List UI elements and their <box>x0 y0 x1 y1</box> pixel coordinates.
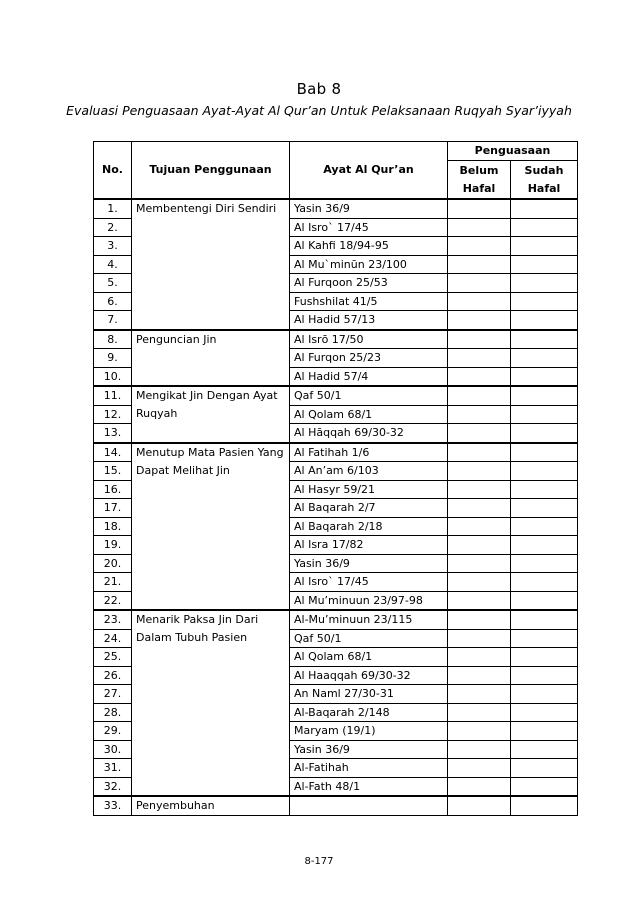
tujuan-cell <box>132 443 290 611</box>
belum-hafal-cell[interactable] <box>448 199 511 218</box>
ayat-cell: Al-Fatihah <box>290 759 448 778</box>
sudah-hafal-cell[interactable] <box>511 480 578 499</box>
row-number: 16. <box>94 480 132 499</box>
belum-hafal-cell[interactable] <box>448 480 511 499</box>
sudah-hafal-cell[interactable] <box>511 499 578 518</box>
sudah-hafal-cell[interactable] <box>511 218 578 237</box>
belum-hafal-cell[interactable] <box>448 591 511 610</box>
row-number: 7. <box>94 311 132 330</box>
ayat-cell: Al Baqarah 2/18 <box>290 517 448 536</box>
ayat-cell: Al Fatihah 1/6 <box>290 443 448 462</box>
sudah-hafal-cell[interactable] <box>511 666 578 685</box>
row-number: 17. <box>94 499 132 518</box>
tujuan-text: Ruqyah <box>136 407 178 421</box>
ayat-cell: Al Furqon 25/23 <box>290 349 448 368</box>
row-number: 8. <box>94 330 132 349</box>
header-penguasaan: Penguasaan <box>448 142 578 161</box>
row-number: 6. <box>94 292 132 311</box>
belum-hafal-cell[interactable] <box>448 796 511 816</box>
table-body <box>94 199 578 816</box>
ayat-cell: Al Mu`minūn 23/100 <box>290 255 448 274</box>
sudah-hafal-cell[interactable] <box>511 796 578 816</box>
sudah-hafal-cell[interactable] <box>511 740 578 759</box>
row-number: 10. <box>94 367 132 386</box>
belum-hafal-cell[interactable] <box>448 722 511 741</box>
ayat-cell: Al Furqoon 25/53 <box>290 274 448 293</box>
tujuan-cell <box>132 610 290 796</box>
sudah-hafal-cell[interactable] <box>511 629 578 648</box>
sudah-hafal-cell[interactable] <box>511 685 578 704</box>
sudah-hafal-cell[interactable] <box>511 648 578 667</box>
row-number: 25. <box>94 648 132 667</box>
ayat-cell: Al-Fath 48/1 <box>290 777 448 796</box>
sudah-hafal-cell[interactable] <box>511 554 578 573</box>
tujuan-text: Penguncian Jin <box>136 332 217 346</box>
header-ayat: Ayat Al Qur’an <box>290 142 448 200</box>
row-number: 24. <box>94 629 132 648</box>
row-number: 5. <box>94 274 132 293</box>
row-number: 21. <box>94 573 132 592</box>
belum-hafal-cell[interactable] <box>448 648 511 667</box>
sudah-hafal-cell[interactable] <box>511 330 578 349</box>
belum-hafal-cell[interactable] <box>448 573 511 592</box>
row-number: 29. <box>94 722 132 741</box>
table-row <box>94 386 578 405</box>
ayat-cell: Al Isro` 17/45 <box>290 573 448 592</box>
table-row <box>94 199 578 218</box>
ayat-cell: Maryam (19/1) <box>290 722 448 741</box>
tujuan-cell <box>132 386 290 443</box>
ayat-cell: Al Isro` 17/45 <box>290 218 448 237</box>
tujuan-cell <box>132 796 290 816</box>
belum-hafal-cell[interactable] <box>448 517 511 536</box>
ayat-cell: Al Isrō 17/50 <box>290 330 448 349</box>
row-number: 23. <box>94 610 132 629</box>
ayat-cell: Al Isra 17/82 <box>290 536 448 555</box>
belum-hafal-cell[interactable] <box>448 759 511 778</box>
ayat-cell: Al Hadid 57/13 <box>290 311 448 330</box>
ayat-cell: Al Mu’minuun 23/97-98 <box>290 591 448 610</box>
row-number: 20. <box>94 554 132 573</box>
belum-hafal-cell[interactable] <box>448 218 511 237</box>
sudah-hafal-cell[interactable] <box>511 405 578 424</box>
sudah-hafal-cell[interactable] <box>511 517 578 536</box>
sudah-hafal-cell[interactable] <box>511 462 578 481</box>
header-no: No. <box>94 142 132 200</box>
sudah-hafal-cell[interactable] <box>511 536 578 555</box>
belum-hafal-cell[interactable] <box>448 330 511 349</box>
row-number: 3. <box>94 237 132 256</box>
belum-hafal-cell[interactable] <box>448 666 511 685</box>
row-number: 27. <box>94 685 132 704</box>
ayat-cell: Al Hadid 57/4 <box>290 367 448 386</box>
ayat-cell <box>290 796 448 816</box>
page-number: 8-177 <box>304 856 334 867</box>
sudah-hafal-cell[interactable] <box>511 443 578 462</box>
sudah-hafal-cell[interactable] <box>511 349 578 368</box>
ayat-cell: Al Kahfi 18/94-95 <box>290 237 448 256</box>
sudah-hafal-cell[interactable] <box>511 292 578 311</box>
ayat-cell: Al-Mu’minuun 23/115 <box>290 610 448 629</box>
belum-hafal-cell[interactable] <box>448 499 511 518</box>
ayat-cell: Yasin 36/9 <box>290 199 448 218</box>
row-number: 30. <box>94 740 132 759</box>
sudah-hafal-cell[interactable] <box>511 777 578 796</box>
belum-hafal-cell[interactable] <box>448 610 511 629</box>
ayat-cell: An Naml 27/30-31 <box>290 685 448 704</box>
sudah-hafal-cell[interactable] <box>511 722 578 741</box>
belum-hafal-cell[interactable] <box>448 386 511 405</box>
tujuan-text: Dapat Melihat Jin <box>136 463 230 477</box>
tujuan-text: Dalam Tubuh Pasien <box>136 631 248 645</box>
row-number: 12. <box>94 405 132 424</box>
sudah-hafal-cell[interactable] <box>511 759 578 778</box>
tujuan-cell <box>132 330 290 387</box>
ayat-cell: Al-Baqarah 2/148 <box>290 703 448 722</box>
ayat-cell: Al Baqarah 2/7 <box>290 499 448 518</box>
row-number: 32. <box>94 777 132 796</box>
row-number: 15. <box>94 462 132 481</box>
belum-hafal-cell[interactable] <box>448 443 511 462</box>
belum-hafal-cell[interactable] <box>448 237 511 256</box>
ayat-cell: Yasin 36/9 <box>290 554 448 573</box>
belum-hafal-cell[interactable] <box>448 777 511 796</box>
table-row <box>94 443 578 462</box>
sudah-hafal-cell[interactable] <box>511 610 578 629</box>
sudah-hafal-cell[interactable] <box>511 703 578 722</box>
belum-hafal-cell[interactable] <box>448 311 511 330</box>
row-number: 22. <box>94 591 132 610</box>
belum-hafal-cell[interactable] <box>448 255 511 274</box>
sudah-hafal-cell[interactable] <box>511 237 578 256</box>
ayat-cell: Qaf 50/1 <box>290 629 448 648</box>
page-title: Bab 8 <box>296 80 342 98</box>
belum-hafal-cell[interactable] <box>448 740 511 759</box>
belum-hafal-cell[interactable] <box>448 292 511 311</box>
ayat-cell: Fushshilat 41/5 <box>290 292 448 311</box>
belum-hafal-cell[interactable] <box>448 629 511 648</box>
ayat-cell: Al An’am 6/103 <box>290 462 448 481</box>
sudah-hafal-cell[interactable] <box>511 573 578 592</box>
header-belum-hafal: Belum Hafal <box>448 161 511 200</box>
sudah-hafal-cell[interactable] <box>511 367 578 386</box>
table-row <box>94 796 578 816</box>
row-number: 11. <box>94 386 132 405</box>
sudah-hafal-cell[interactable] <box>511 591 578 610</box>
row-number: 9. <box>94 349 132 368</box>
sudah-hafal-cell[interactable] <box>511 274 578 293</box>
belum-hafal-cell[interactable] <box>448 274 511 293</box>
sudah-hafal-cell[interactable] <box>511 424 578 443</box>
ayat-cell: Al Qolam 68/1 <box>290 405 448 424</box>
tujuan-cell <box>132 199 290 330</box>
belum-hafal-cell[interactable] <box>448 462 511 481</box>
ayat-cell: Qaf 50/1 <box>290 386 448 405</box>
ayat-cell: Al Haaqqah 69/30-32 <box>290 666 448 685</box>
ayat-cell: Yasin 36/9 <box>290 740 448 759</box>
belum-hafal-cell[interactable] <box>448 405 511 424</box>
ayat-cell: Al Hasyr 59/21 <box>290 480 448 499</box>
tujuan-text: Membentengi Diri Sendiri <box>136 202 277 215</box>
table-row <box>94 330 578 349</box>
belum-hafal-cell[interactable] <box>448 424 511 443</box>
table-row <box>94 610 578 629</box>
belum-hafal-cell[interactable] <box>448 685 511 704</box>
row-number: 13. <box>94 424 132 443</box>
row-number: 31. <box>94 759 132 778</box>
row-number: 18. <box>94 517 132 536</box>
belum-hafal-cell[interactable] <box>448 536 511 555</box>
row-number: 2. <box>94 218 132 237</box>
sudah-hafal-cell[interactable] <box>511 386 578 405</box>
ayat-cell: Al Hāqqah 69/30-32 <box>290 424 448 443</box>
tujuan-text: Menutup Mata Pasien Yang <box>136 445 284 459</box>
tujuan-text: Penyembuhan <box>136 799 215 812</box>
header-sudah-hafal: Sudah Hafal <box>511 161 578 200</box>
evaluation-table <box>93 141 578 816</box>
row-number: 19. <box>94 536 132 555</box>
row-number: 1. <box>94 199 132 218</box>
belum-hafal-cell[interactable] <box>448 703 511 722</box>
page-subtitle: Evaluasi Penguasaan Ayat-Ayat Al Qur’an Untuk Pelaksanaan Ruqyah Syar’iyyah <box>66 103 572 118</box>
sudah-hafal-cell[interactable] <box>511 255 578 274</box>
sudah-hafal-cell[interactable] <box>511 199 578 218</box>
header-tujuan: Tujuan Penggunaan <box>132 142 290 200</box>
row-number: 4. <box>94 255 132 274</box>
tujuan-text: Menarik Paksa Jin Dari <box>136 613 259 626</box>
belum-hafal-cell[interactable] <box>448 349 511 368</box>
ayat-cell: Al Qolam 68/1 <box>290 648 448 667</box>
row-number: 33. <box>94 796 132 816</box>
row-number: 26. <box>94 666 132 685</box>
belum-hafal-cell[interactable] <box>448 367 511 386</box>
sudah-hafal-cell[interactable] <box>511 311 578 330</box>
row-number: 28. <box>94 703 132 722</box>
row-number: 14. <box>94 443 132 462</box>
belum-hafal-cell[interactable] <box>448 554 511 573</box>
tujuan-text: Mengikat Jin Dengan Ayat <box>136 389 278 402</box>
